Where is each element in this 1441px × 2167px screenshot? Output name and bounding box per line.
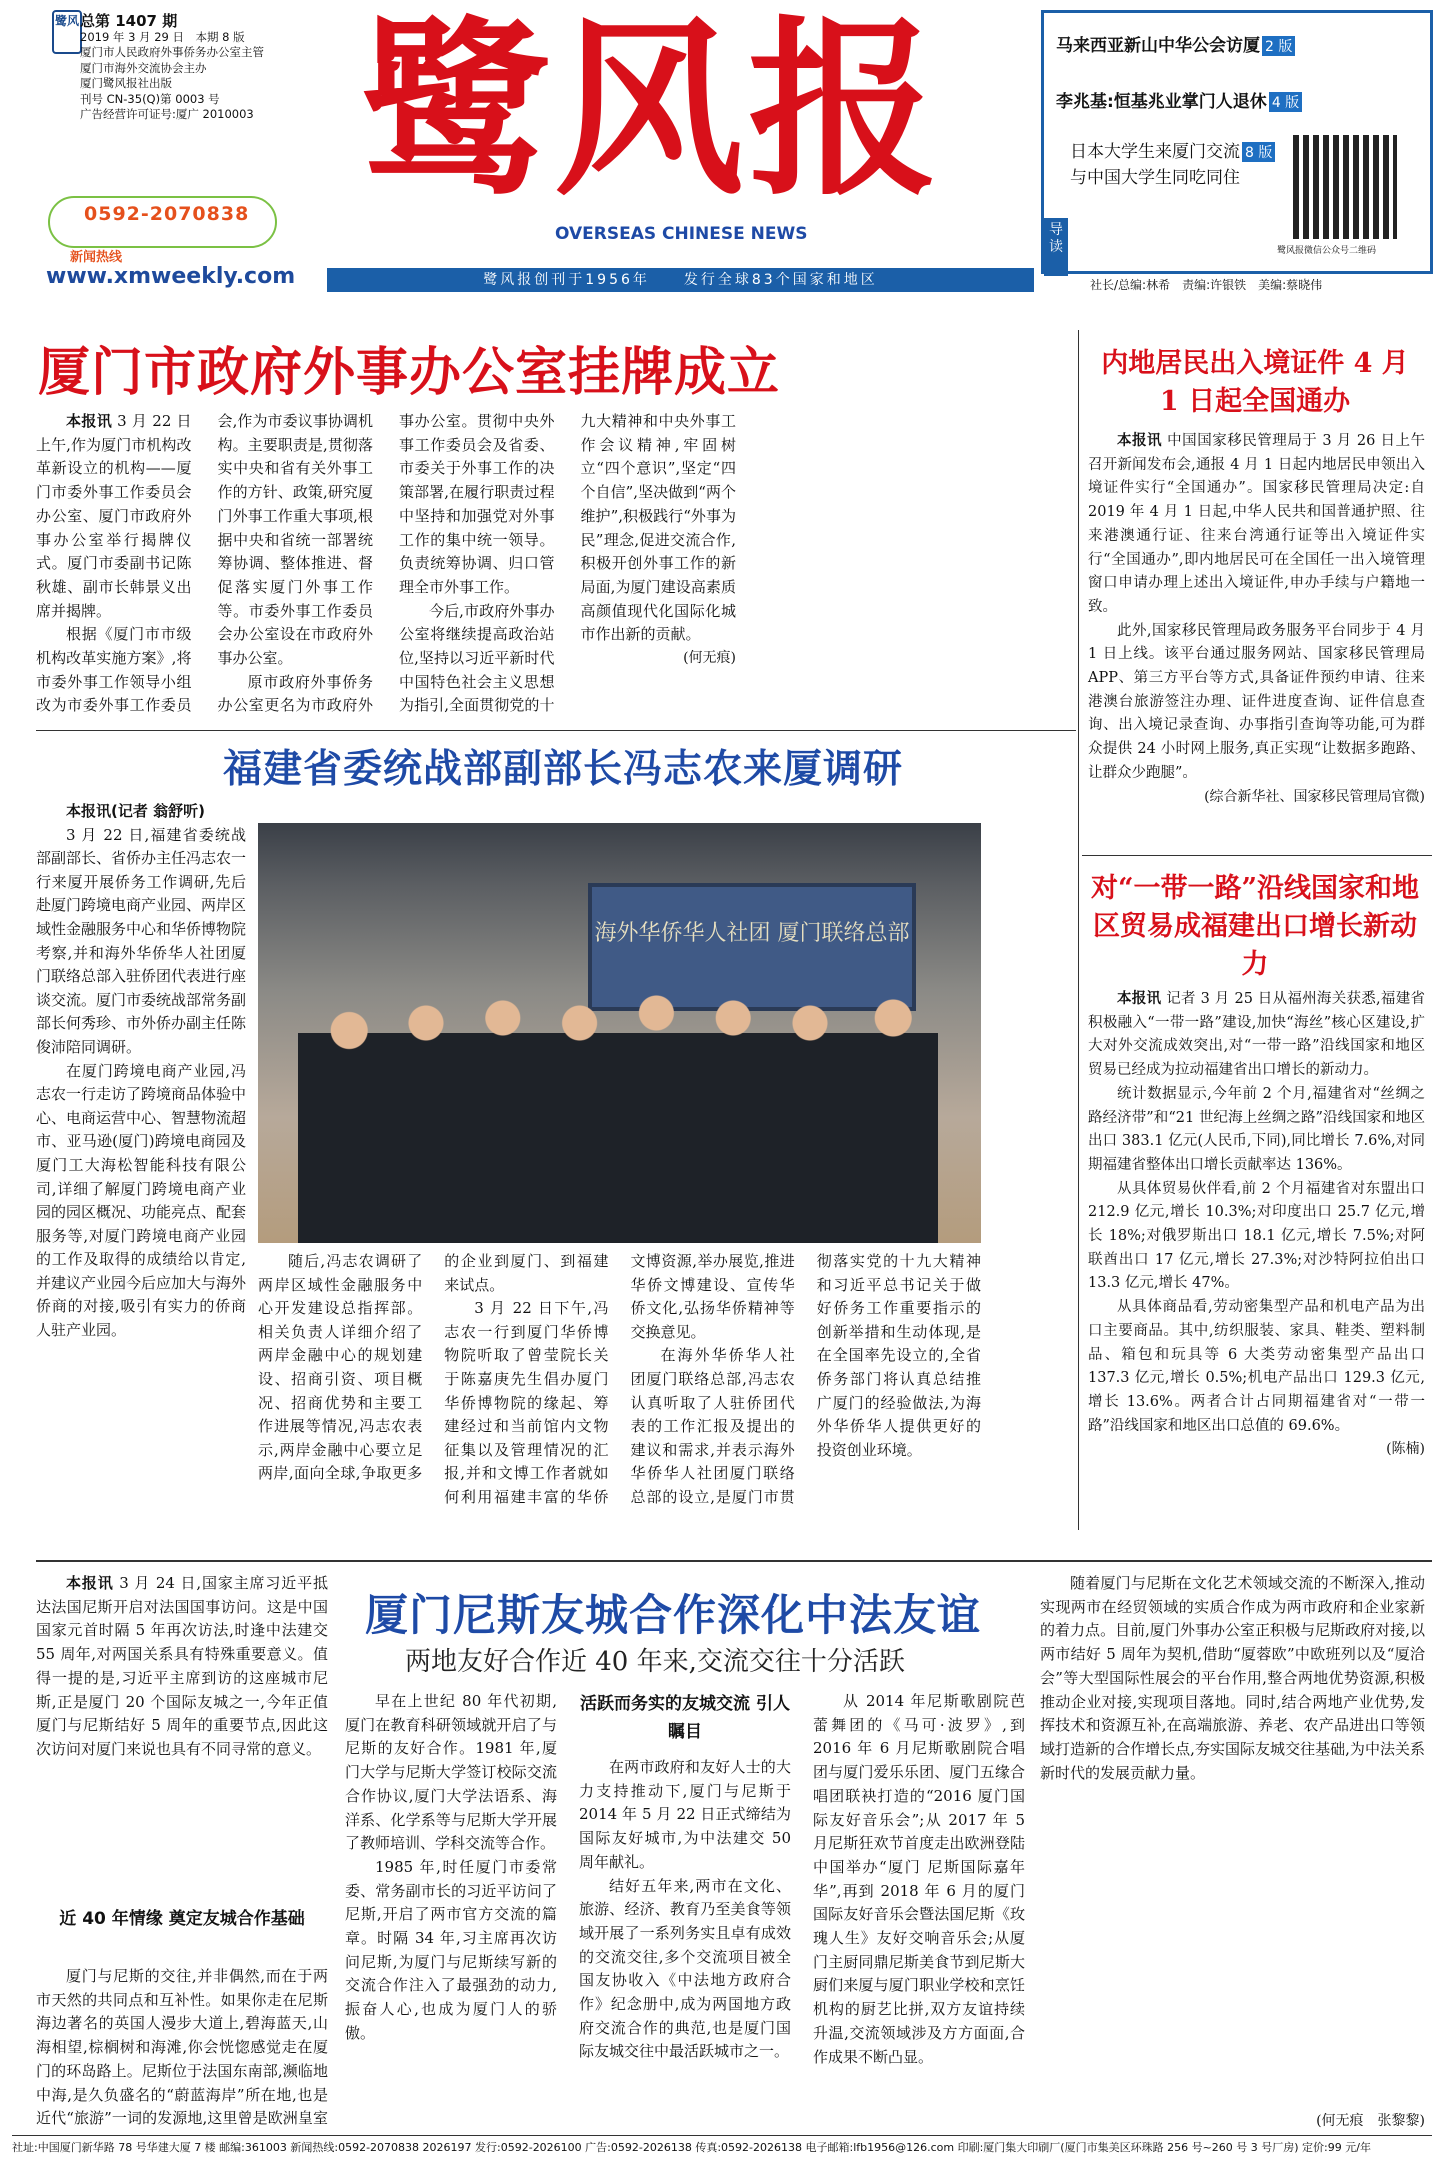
article5-headline: 厦门尼斯友城合作深化中法友谊 xyxy=(365,1591,981,1641)
article-lead: 本报讯(记者 翁舒听) xyxy=(66,802,205,820)
article1-para: 原市政府外事侨务办公室更名为市政府外事办公室。贯彻中央外事工作委员会及省委、市委关于外事工作的决策部署,在履行职责过程中坚持和加强党对外事工作的集中统一领导。负责统筹协调、归口管理全市外事工作。 xyxy=(217,412,555,715)
guide-item[interactable] xyxy=(1056,87,1302,112)
article1-headline: 厦门市政府外事办公室挂牌成立 xyxy=(38,343,781,403)
section-divider xyxy=(36,1560,1432,1562)
issue-number: 总第 1407 期 xyxy=(80,12,178,30)
guide-item-text: 李兆基:恒基兆业掌门人退休 xyxy=(1056,92,1267,112)
article-lead: 本报讯 xyxy=(1117,991,1162,1007)
article3-body-left xyxy=(36,800,246,1540)
article5-para: 3 月 24 日,国家主席习近平抵达法国尼斯开启对法国国事访问。这是中国国家元首时隔 5 年再次访法,时逢中法建交 55 周年,对两国关系具有特殊重要意义。值得一提的是,习近平主席到访的这座城市尼斯,正是厦门 20 个国际友城之一,今年正值厦门与尼斯结好 5 周年的重要节点,因此这次访问对厦门来说也具有不同寻常的意义。 xyxy=(36,1574,328,1758)
guide-item-text: 马来西亚新山中华公会访厦 xyxy=(1056,36,1260,56)
article2-para: 中国国家移民管理局于 3 月 26 日上午召开新闻发布会,通报 4 月 1 日起内地居民申领出入境证件实行“全国通办”。国家移民管理局决定:自 2019 年 4 月 1 日起,中华人民共和国普通护照、往来港澳通行证、往来台湾通行证等出入境证件实行“全国通办”,即内地居民可在全国任一出入境管理窗口申请办理上述出入境证件,申办手续与户籍地一致。 xyxy=(1088,433,1425,615)
photo-wall-sign xyxy=(588,883,916,1011)
article2-byline: (综合新华社、国家移民管理局官微) xyxy=(1204,788,1425,805)
article4-para: 从具体商品看,劳动密集型产品和机电产品为出口主要商品。其中,纺织服装、家具、鞋类、塑料制品、箱包和玩具等 6 大类劳动密集型产品出口 137.3 亿元,增长 0.5%;机电产品出口 129.3 亿元,增长 13.6%。两者合计占同期福建省对“一带一路”沿线国家和地区出口总值的 69.6%。 xyxy=(1088,1299,1425,1434)
article2-para: 此外,国家移民管理局政务服务平台同步于 4 月 1 日上线。该平台通过服务网站、国家移民管理局 APP、第三方平台等方式,具备证件预约申请、往来港澳台旅游签注办理、证件进度查询、证件信息查询、出入境记录查询、办事指引查询等功能,可为群众提供 24 小时网上服务,真正实现“让数据多跑路、让群众少跑腿”。 xyxy=(1088,622,1425,781)
article-lead: 本报讯 xyxy=(1117,433,1163,449)
article4-byline: (陈楠) xyxy=(1386,1441,1425,1458)
guide-item-page: 2 版 xyxy=(1262,36,1295,56)
section-divider xyxy=(1082,855,1432,856)
meta-line: 广告经营许可证号:厦广 2010003 xyxy=(80,107,254,121)
meta-line: 2019 年 3 月 29 日 本期 8 版 xyxy=(80,29,245,44)
article3-para: 在厦门跨境电商产业园,冯志农一行走访了跨境商品体验中心、电商运营中心、智慧物流超市、亚马逊(厦门)跨境电商园及厦门工大海松智能科技有限公司,详细了解厦门跨境电商产业园的园区概况、功能亮点、配套服务等,对厦门跨境电商产业园的工作及取得的成绩给以肯定,并建议产业园今后应加大与海外侨商的对接,吸引有实力的侨商人驻产业园。 xyxy=(36,1061,247,1340)
article2-body xyxy=(1088,430,1425,809)
article1-para: 3 月 22 日上午,作为厦门市机构改革新设立的机构——厦门市委外事工作委员会办公室、厦门市政府外事办公室举行揭牌仪式。厦门市委副书记陈秋雄、副市长韩景义出席并揭牌。 xyxy=(36,412,192,620)
article5-intro xyxy=(36,1572,328,1942)
article5-subheadline: 两地友好合作近 40 年来,交流交往十分活跃 xyxy=(405,1647,905,1677)
section-divider xyxy=(36,730,1076,731)
guide-tag: 导读 xyxy=(1044,218,1068,276)
article3-body-bottom xyxy=(258,1250,981,1540)
article2-headline: 内地居民出入境证件 4 月 1 日起全国通办 xyxy=(1101,348,1409,417)
article5-para: 在两市政府和友好人士的大力支持推动下,厦门与尼斯于 2014 年 5 月 22 日正式缔结为国际友好城市,为中法建交 50 周年献礼。 xyxy=(579,1758,791,1871)
article4-para: 记者 3 月 25 日从福州海关获悉,福建省积极融入“一带一路”建设,加快“海丝”核心区建设,扩大对外交流成效突出,对“一带一路”沿线国家和地区贸易已经成为拉动福建省出口增长的新动力。 xyxy=(1088,991,1425,1079)
article3-photo xyxy=(258,823,981,1243)
staff-credits: 社长/总编:林希 责编:许银铁 美编:蔡晓伟 xyxy=(1090,278,1323,292)
article1-byline: (何无痕) xyxy=(683,650,736,667)
masthead-title: 鹭风报 xyxy=(360,0,943,221)
footer-info: 社址:中国厦门新华路 78 号华建大厦 7 楼 邮编:361003 新闻热线:0592-2070838 2026197 发行:0592-2026100 广告:0592-2026138 传真:0592-2026138 电子邮箱:lfb1956@126.com 印刷:厦门集大印刷厂(厦门市集美区环珠路 256 号~260 号 3 号厂房) 定价:99 元/年 xyxy=(12,2141,1371,2154)
meta-line: 厦门市人民政府外事侨务办公室主管 xyxy=(80,45,264,59)
article5-body-middle xyxy=(345,1690,1025,2130)
article5-section2-title: 活跃而务实的友城交流 引人瞩目 xyxy=(580,1694,790,1742)
qr-caption: 鹭风报微信公众号二维码 xyxy=(1277,246,1377,256)
article1-para: 今后,市政府外事办公室将继续提高政治站位,坚持以习近平新时代中国特色社会主义思想为指引,全面贯彻党的十九大精神和中央外事工作会议精神,牢固树立“四个意识”,坚定“四个自信”,坚决做到“两个维护”,积极践行“外事为民”理念,促进交流合作,积极开创外事工作的新局面,为厦门建设高素质高颜值现代化国际化城市作出新的贡献。 xyxy=(399,412,736,715)
article-lead: 本报讯 xyxy=(66,1574,114,1592)
article5-section1-title: 近 40 年情缘 奠定友城合作基础 xyxy=(59,1909,305,1929)
article5-byline: (何无痕 张黎黎) xyxy=(1316,2113,1425,2129)
guide-item-text: 日本大学生来厦门交流 xyxy=(1070,142,1240,162)
article5-para: 从 2014 年尼斯歌剧院芭蕾舞团的《马可·波罗》,到 2016 年 6 月尼斯歌剧院合唱团与厦门爱乐乐团、厦门五缘合唱团联袂打造的“2016 厦门国际友好音乐会”;从 2017 年 5 月尼斯狂欢节首度走出欧洲登陆中国举办“厦门 尼斯国际嘉年华”,再到 2018 年 6 月的厦门国际友好音乐会暨法国尼斯《玫瑰人生》友好交响音乐会;从厦门主厨同鼎尼斯美食节到尼斯大厨们来厦与厦门职业学校和烹饪机构的厨艺比拼,双方友谊持续升温,交流领域涉及方方面面,合作成果不断凸显。 xyxy=(813,1692,1025,2066)
hotline-phone: 0592-2070838 xyxy=(84,203,250,225)
article5-para: 早在上世纪 80 年代初期,厦门在教育科研领域就开启了与尼斯的友好合作。1981 年,厦门大学与尼斯大学签订校际交流合作协议,厦门大学法语系、海洋系、化学系等与尼斯大学开展了教师培训、学科交流等合作。 xyxy=(345,1692,557,1853)
guide-item[interactable] xyxy=(1070,137,1275,162)
photo-people xyxy=(298,993,938,1243)
masthead-english: OVERSEAS CHINESE NEWS xyxy=(555,224,808,244)
article5-para: 结好五年来,两市在文化、旅游、经济、教育乃至美食等领域开展了一系列务实且卓有成效的交流交往,多个交流项目被全国友协收入《中法地方政府合作》纪念册中,成为两国地方政府交流合作的典范,也是厦门国际友城交往中最活跃城市之一。 xyxy=(579,1876,791,2061)
photo-wall-text: 海外华侨华人社团 厦门联络总部 xyxy=(594,921,910,946)
issue-meta xyxy=(80,14,280,123)
guide-item-text: 与中国大学生同吃同住 xyxy=(1070,168,1240,188)
meta-line: 厦门市海外交流协会主办 xyxy=(80,60,207,75)
article4-para: 统计数据显示,今年前 2 个月,福建省对“丝绸之路经济带”和“21 世纪海上丝绸之路”沿线国家和地区出口 383.1 亿元(人民币,下同),同比增长 7.6%,对同期福建省整体出口增长贡献率达 136%。 xyxy=(1088,1085,1425,1173)
article3-headline: 福建省委统战部副部长冯志农来厦调研 xyxy=(223,747,904,792)
meta-line: 刊号 CN-35(Q)第 0003 号 xyxy=(80,91,220,106)
article4-headline: 对“一带一路”沿线国家和地区贸易成福建出口增长新动力 xyxy=(1090,873,1420,980)
article3-para: 随后,冯志农调研了两岸区域性金融服务中心开发建设总指挥部。相关负责人详细介绍了两岸金融中心的规划建设、招商引资、项目概况、招商优势和主要工作进展等情况,冯志农表示,两岸金融中心要立足两岸,面向全球,争取更多的企业到厦门、到福建来试点。 xyxy=(258,1252,609,1483)
masthead-slogan: 鹭风报创刊于1956年 发行全球83个国家和地区 xyxy=(327,268,1034,292)
guide-item[interactable] xyxy=(1070,163,1240,188)
article5-section1-start xyxy=(36,1965,328,2130)
article-lead: 本报讯 xyxy=(66,412,113,430)
article4-body xyxy=(1088,988,1425,1462)
guide-item[interactable] xyxy=(1056,31,1295,56)
hotline-label: 新闻热线 xyxy=(70,250,123,265)
article1-para: 根据《厦门市市级机构改革实施方案》,将市委外事工作领导小组改为市委外事工作委员会,作为市委议事协调机构。主要职责是,贯彻落实中央和省有关外事工作的方针、政策,研究厦门外事工作重大事项,根据中央和省统一部署统筹协调、整体推进、督促落实厦门外事工作等。市委外事工作委员会办公室设在市政府外事办公室。 xyxy=(36,412,373,715)
article3-para: 3 月 22 日,福建省委统战部副部长、省侨办主任冯志农一行来厦开展侨务工作调研,先后赴厦门跨境电商产业园、两岸区域性金融服务中心和华侨博物院考察,并和海外华侨华人社团厦门联络总部入驻侨团代表进行座谈交流。厦门市委统战部常务副部长何秀珍、市外侨办副主任陈俊沛陪同调研。 xyxy=(36,825,247,1056)
article4-para: 从具体贸易伙伴看,前 2 个月福建省对东盟出口 212.9 亿元,增长 10.3%;对印度出口 25.7 亿元,增长 18%;对俄罗斯出口 18.1 亿元,增长 7.5%;对阿联酋出口 17 亿元,增长 27.3%;对沙特阿拉伯出口 13.3 亿元,增长 47%。 xyxy=(1088,1180,1425,1292)
article5-para: 随着厦门与尼斯在文化艺术领域交流的不断深入,推动实现两市在经贸领域的实质合作成为两市政府和企业家新的着力点。目前,厦门外事办公室正积极与尼斯政府对接,以两市结好 5 周年为契机,借助“厦蓉欧”中欧班列以及“厦洽会”等大型国际性展会的平台作用,整合两地优势资源,积极推动企业对接,实现项目落地。同时,结合两地产业优势,发挥技术和资源互补,在高端旅游、养老、农产品进出口等领域打造新的合作增长点,夯实国际友城交往基础,为中法关系新时代的发展贡献力量。 xyxy=(1040,1574,1425,1782)
article5-para: 1985 年,时任厦门市委常委、常务副市长的习近平访问了尼斯,开启了两市官方交流的篇章。时隔 34 年,习主席再次访问尼斯,为厦门与尼斯续写新的交流合作注入了最强劲的动力,振奋人心,也成为厦门人的骄傲。 xyxy=(345,1857,557,2042)
article5-body-right xyxy=(1040,1572,1425,2112)
article1-body xyxy=(36,410,736,720)
article3-para: 3 月 22 日下午,冯志农一行到厦门华侨博物院听取了曾莹院长关于陈嘉庚先生倡办厦门华侨博物院的缘起、筹建经过和当前馆内文物征集以及管理情况的汇报,并和文博工作者就如何利用福建丰富的华侨文博资源,举办展览,推进华侨文博建设、宣传华侨文化,弘扬华侨精神等交换意见。 xyxy=(444,1252,795,1506)
column-divider xyxy=(1078,330,1079,1530)
footer-divider xyxy=(12,2135,1432,2136)
meta-line: 厦门鹭风报社出版 xyxy=(80,76,172,90)
website-link[interactable]: www.xmweekly.com xyxy=(46,264,296,289)
guide-item-page: 4 版 xyxy=(1269,92,1302,112)
guide-item-page: 8 版 xyxy=(1242,142,1275,162)
article5-para: 厦门与尼斯的交往,并非偶然,而在于两市天然的共同点和互补性。如果你走在尼斯海边著名的英国人漫步大道上,碧海蓝天,山海相望,棕榈树和海滩,你会恍惚感觉走在厦门的环岛路上。尼斯位于法国东南部,濒临地中海,是久负盛名的“蔚蓝海岸”所在地,也是近代“旅游”一词的发源地,这里曾是欧洲皇室 xyxy=(36,1967,328,2128)
article3-para: 在海外华侨华人社团厦门联络总部,冯志农认真听取了人驻侨团代表的工作汇报及提出的建议和需求,并表示海外华侨华人社团厦门联络总部的设立,是厦门市贯彻落实党的十九大精神和习近平总书记关于做好侨务工作重要指示的创新举措和生动体现,是在全国率先设立的,全省侨务部门将认真总结推广厦门的经验做法,为海外华侨华人提供更好的投资创业环境。 xyxy=(630,1252,981,1506)
qr-code-icon[interactable] xyxy=(1293,135,1397,239)
newspaper-seal: 鹭风 xyxy=(52,10,82,54)
